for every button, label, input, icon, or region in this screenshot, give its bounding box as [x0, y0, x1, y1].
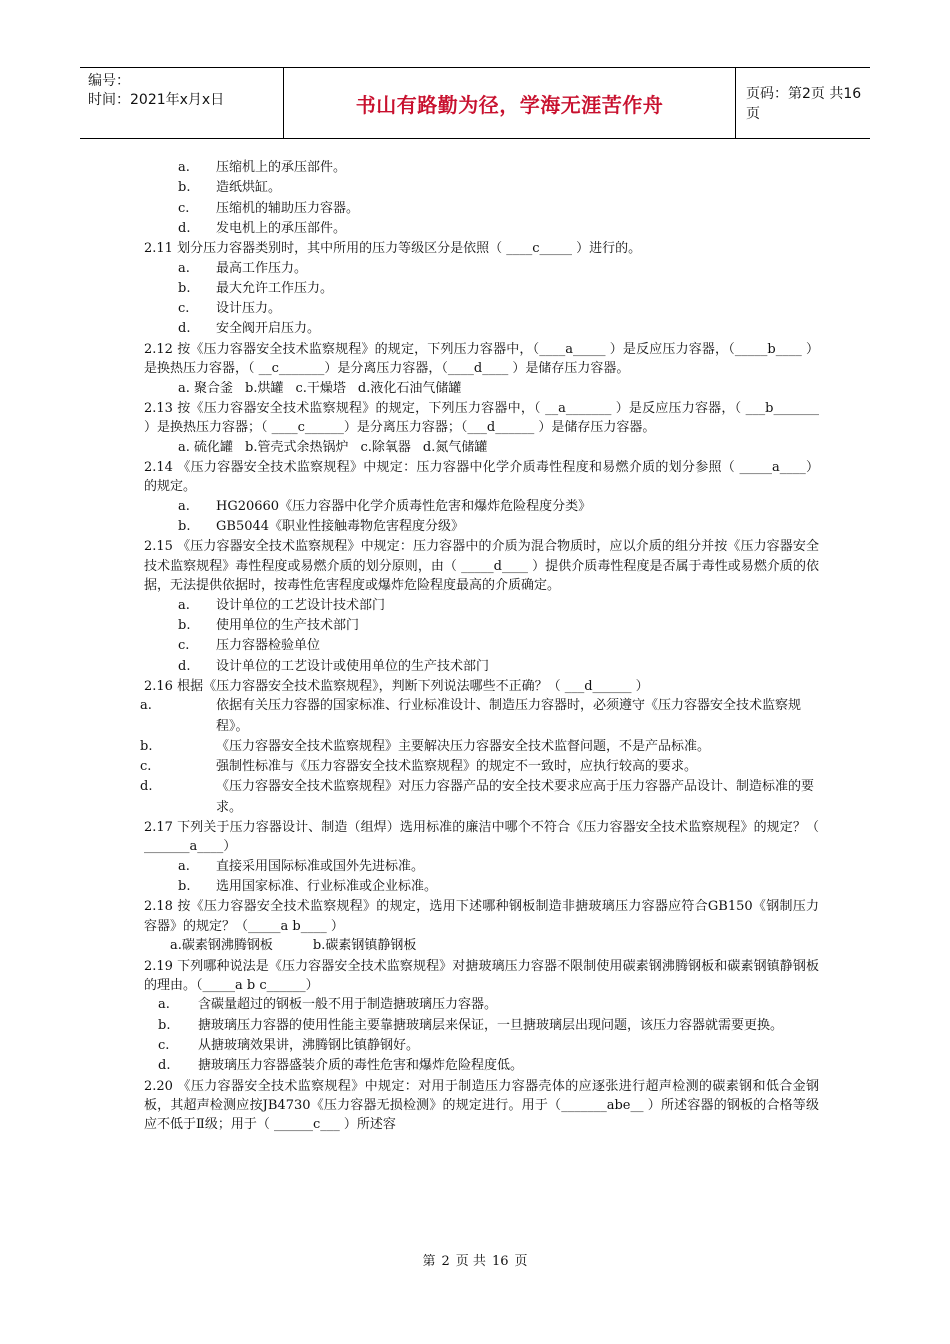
option-item: a. 最高工作压力。 — [178, 260, 308, 276]
option-item: a. 压缩机上的承压部件。 — [178, 160, 347, 175]
option-item: a. 含碳量超过的钢板一般不用于制造搪玻璃压力容器。 — [158, 997, 498, 1013]
header-motto-cell — [284, 68, 736, 138]
option-item: b. 搪玻璃压力容器的使用性能主要靠搪玻璃层来保证，一旦搪玻璃层出现问题，该压力容器就需要更换。 — [158, 1017, 784, 1033]
question-2-15: 2.15 《压力容器安全技术监察规程》中规定：压力容器中的介质为混合物质时，应以介质的组分并按《压力容器安全技术监察规程》毒性程度或易燃介质的划分原则，由（ _____d____ ）提供介质毒性程度是否属于毒性或易燃介质的依据，无法提供依据时，按毒性危害程度或爆炸危险程度最高的介质确定。 — [144, 539, 819, 594]
option-item: a. 依据有关压力容器的国家标准、行业标准设计、制造压力容器时，必须遵守《压力容器安全技术监察规程》。 — [140, 698, 802, 734]
option-item: b. GB5044《职业性接触毒物危害程度分级》 — [178, 519, 465, 535]
question-2-20: 2.20 《压力容器安全技术监察规程》中规定：对用于制造压力容器壳体的应逐张进行超声检测的碳素钢和低合金钢板，其超声检测应按JB4730《压力容器无损检测》的规定进行。用于（_______abe__ ）所述容器的钢板的合格等级应不低于Ⅱ级；用于（ ______c___ ）所述容 — [144, 1078, 819, 1133]
question-2-17: 2.17 下列关于压力容器设计、制造（组焊）选用标准的廉洁中哪个不符合《压力容器安全技术监察规程》的规定？（ _______a____） — [144, 820, 819, 855]
option-item: c. 强制性标准与《压力容器安全技术监察规程》的规定不一致时，应执行较高的要求。 — [140, 759, 698, 775]
question-2-19: 2.19 下列哪种说法是《压力容器安全技术监察规程》对搪玻璃压力容器不限制使用碳素钢沸腾钢板和碳素钢镇静钢板的理由。（_____a b c______） — [144, 958, 819, 993]
footer-page-number: 2 — [441, 1254, 450, 1269]
option-item: a. 设计单位的工艺设计技术部门 — [178, 597, 386, 613]
inline-options: a. 聚合釜 b.烘罐 c.干燥塔 d.液化石油气储罐 — [178, 380, 462, 396]
option-item: b. 使用单位的生产技术部门 — [178, 617, 360, 633]
header-motto: 书山有路勤为径，学海无涯苦作舟 — [355, 92, 664, 117]
option-item: b. 造纸烘缸。 — [178, 180, 282, 196]
option-item: a. HG20660《压力容器中化学介质毒性危害和爆炸危险程度分类》 — [178, 498, 592, 514]
document-body — [140, 158, 819, 1135]
option-item: d. 设计单位的工艺设计或使用单位的生产技术部门 — [178, 658, 490, 674]
question-2-13: 2.13 按《压力容器安全技术监察规程》的规定，下列压力容器中，（ __a_______ ）是反应压力容器，（ ___b_______ ）是换热压力容器；（ ____c______）是分离压力容器；（___d______ ）是储存压力容器。 — [144, 400, 819, 436]
option-item: c. 设计压力。 — [178, 301, 282, 317]
document-code-label: 编号： — [88, 73, 130, 89]
option-item: b. 选用国家标准、行业标准或企业标准。 — [178, 879, 438, 895]
question-2-11: 2.11 划分压力容器类别时，其中所用的压力等级区分是依照（ ____c_____ ）进行的。 — [144, 241, 642, 257]
option-item: b. 最大允许工作压力。 — [178, 280, 334, 296]
question-2-14: 2.14 《压力容器安全技术监察规程》中规定：压力容器中化学介质毒性程度和易燃介质的划分参照（ _____a____）的规定。 — [144, 460, 819, 495]
inline-options: a.碳素钢沸腾钢板 b.碳素钢镇静钢板 — [170, 938, 417, 954]
header-meta — [80, 68, 284, 138]
footer-total-pages: 16 — [491, 1254, 509, 1269]
option-item: c. 从搪玻璃效果讲，沸腾钢比镇静钢好。 — [158, 1037, 420, 1053]
option-item: b. 《压力容器安全技术监察规程》主要解决压力容器安全技术监督问题，不是产品标准。 — [140, 738, 711, 754]
inline-options: a. 硫化罐 b.管壳式余热锅炉 c.除氧器 d.氮气储罐 — [178, 439, 488, 455]
question-2-12: 2.12 按《压力容器安全技术监察规程》的规定，下列压力容器中，（____a_____ ）是反应压力容器，（_____b____ ）是换热压力容器，（ __c_______）是分离压力容器，（____d____ ）是储存压力容器。 — [144, 341, 819, 377]
page-header — [80, 67, 870, 139]
option-item: c. 压力容器检验单位 — [178, 638, 321, 654]
document-date: 时间：2021年x月x日 — [88, 92, 225, 108]
option-item: d. 发电机上的承压部件。 — [178, 220, 347, 236]
question-2-18: 2.18 按《压力容器安全技术监察规程》的规定，选用下述哪种钢板制造非搪玻璃压力容器应符合GB150《钢制压力容器》的规定？（_____a b____ ） — [144, 899, 819, 934]
option-item: d. 搪玻璃压力容器盛装介质的毒性危害和爆炸危险程度低。 — [158, 1058, 524, 1074]
option-item: a. 直接采用国际标准或国外先进标准。 — [178, 858, 425, 874]
header-page-info: 页码：第2页 共16页 — [746, 86, 862, 122]
option-item: c. 压缩机的辅助压力容器。 — [178, 200, 360, 216]
page-footer: 第 2 页 共 16 页 — [422, 1254, 528, 1269]
question-2-16: 2.16 根据《压力容器安全技术监察规程》，判断下列说法哪些不正确？（ ___d______ ） — [144, 678, 649, 694]
option-item: d. 《压力容器安全技术监察规程》对压力容器产品的安全技术要求应高于压力容器产品设计、制造标准的要求。 — [140, 779, 815, 815]
option-item: d. 安全阀开启压力。 — [178, 321, 321, 337]
